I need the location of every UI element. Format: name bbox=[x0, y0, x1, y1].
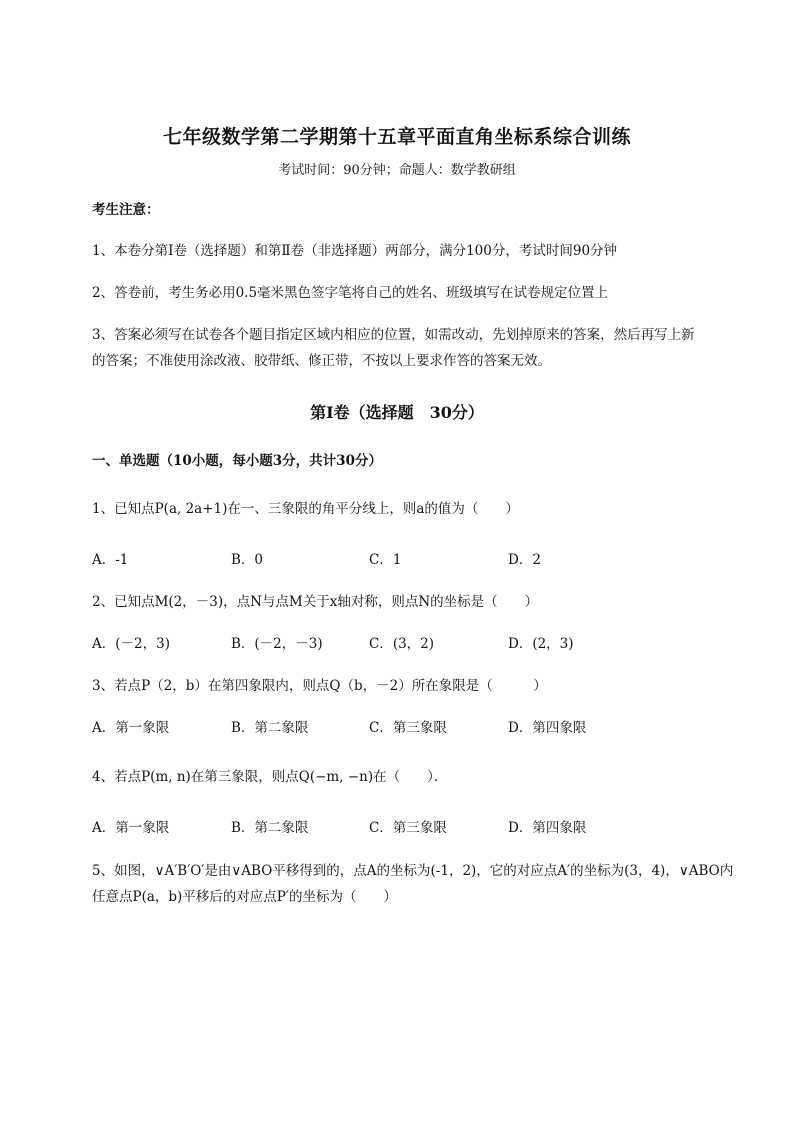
question-4-option-d[interactable]: D．第四象限 bbox=[508, 820, 587, 836]
question-2-stem: 2、已知点M(2，－3)，点N与点M关于x轴对称，则点N的坐标是（ ） bbox=[92, 594, 539, 610]
notice-item-3: 3、答案必须写在试卷各个题目指定区域内相应的位置，如需改动，先划掉原来的答案，然后再写上新的答案；不准使用涂改液、胶带纸、修正带，不按以上要求作答的答案无效。 bbox=[92, 327, 695, 369]
question-4-option-b[interactable]: B．第二象限 bbox=[231, 820, 309, 836]
question-2-options bbox=[92, 632, 712, 656]
question-4-option-a[interactable]: A．第一象限 bbox=[92, 820, 170, 836]
question-3-option-b[interactable]: B．第二象限 bbox=[231, 720, 309, 736]
question-5-stem: 5、如图，∨A′B′O′是由∨ABO平移得到的，点A的坐标为(-1，2)，它的对应点A′的坐标为(3，4)，∨ABO内任意点P(a，b)平移后的对应点P′的坐标为（ ） bbox=[92, 863, 734, 905]
page-subtitle: 考试时间：90分钟；命题人：数学教研组 bbox=[278, 163, 516, 178]
question-4-options bbox=[92, 816, 712, 840]
section-title: 第Ⅰ卷（选择题 30分） bbox=[310, 403, 484, 422]
notice-heading: 考生注意： bbox=[92, 202, 160, 218]
question-4-stem: 4、若点P(m, n)在第三象限，则点Q(−m, −n)在（ ）． bbox=[92, 769, 448, 785]
question-2-option-d[interactable]: D．(2，3) bbox=[508, 636, 574, 652]
question-1-option-c[interactable]: C．1 bbox=[369, 552, 402, 568]
question-3-option-a[interactable]: A．第一象限 bbox=[92, 720, 170, 736]
question-1-options bbox=[92, 548, 712, 572]
question-3-option-d[interactable]: D．第四象限 bbox=[508, 720, 587, 736]
question-2-option-b[interactable]: B．(－2，－3) bbox=[231, 636, 323, 652]
question-3-stem: 3、若点P（2，b）在第四象限内，则点Q（b，－2）所在象限是（ ） bbox=[92, 678, 547, 694]
question-2-option-c[interactable]: C．(3，2) bbox=[369, 636, 435, 652]
page-title: 七年级数学第二学期第十五章平面直角坐标系综合训练 bbox=[162, 126, 631, 148]
question-3-option-c[interactable]: C．第三象限 bbox=[369, 720, 447, 736]
question-1-stem: 1、已知点P(a, 2a+1)在一、三象限的角平分线上，则a的值为（ ） bbox=[92, 501, 519, 517]
question-1-option-b[interactable]: B．0 bbox=[231, 552, 264, 568]
question-3-options bbox=[92, 716, 712, 740]
question-1-option-a[interactable]: A．-1 bbox=[92, 552, 129, 568]
question-4-option-c[interactable]: C．第三象限 bbox=[369, 820, 447, 836]
notice-item-2: 2、答卷前，考生务必用0.5毫米黑色签字笔将自己的姓名、班级填写在试卷规定位置上 bbox=[92, 285, 609, 301]
part-heading: 一、单选题（10小题，每小题3分，共计30分） bbox=[92, 453, 382, 469]
notice-item-1: 1、本卷分第Ⅰ卷（选择题）和第Ⅱ卷（非选择题）两部分，满分100分，考试时间90分钟 bbox=[92, 243, 618, 259]
question-2-option-a[interactable]: A．(－2，3) bbox=[92, 636, 170, 652]
question-1-option-d[interactable]: D．2 bbox=[508, 552, 541, 568]
